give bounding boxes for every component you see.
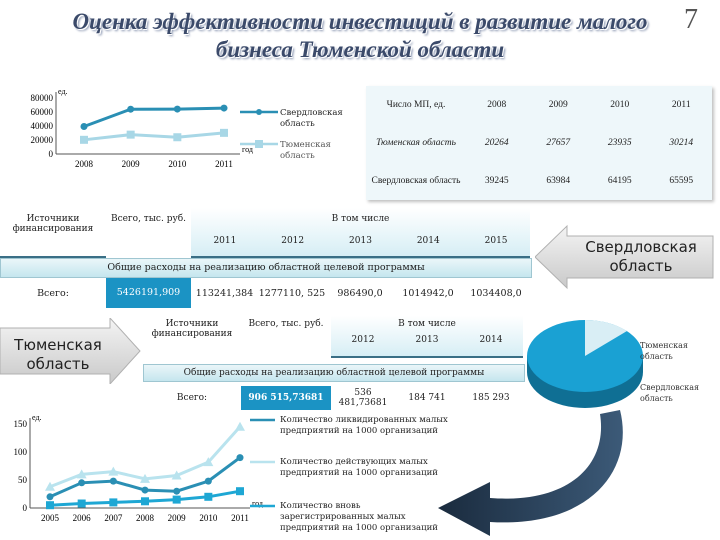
legend-marker-tyumen-dot bbox=[255, 140, 263, 148]
tyum-value: 184 741 bbox=[408, 393, 446, 403]
series-line bbox=[84, 133, 224, 140]
tyum-year: 2014 bbox=[479, 335, 503, 345]
data-point bbox=[142, 487, 149, 494]
x-tick-label: 2005 bbox=[41, 513, 59, 523]
data-point bbox=[235, 422, 245, 431]
mp-header-cell: 2009 bbox=[548, 100, 568, 110]
data-point bbox=[236, 487, 244, 495]
title-line-2: бизнеса Тюменской области bbox=[215, 37, 505, 62]
top-line-chart bbox=[0, 82, 360, 182]
sverdlovsk-arrow-label: Свердловская область bbox=[585, 238, 697, 275]
x-unit-label: год bbox=[252, 499, 263, 508]
sverd-value: 113241,384 bbox=[195, 287, 254, 299]
data-point bbox=[80, 136, 88, 144]
data-point bbox=[173, 133, 181, 141]
data-point bbox=[173, 496, 181, 504]
mp-cell: 65595 bbox=[669, 176, 694, 186]
tyum-total-value: 906 515,73681 bbox=[241, 386, 331, 410]
mp-count-table bbox=[366, 86, 712, 200]
tyum-years bbox=[331, 335, 523, 345]
data-point bbox=[174, 106, 181, 113]
mp-cell: 39245 bbox=[484, 176, 509, 186]
sverd-total-value: 5426191,909 bbox=[106, 278, 191, 308]
sverd-years bbox=[191, 236, 530, 246]
data-point bbox=[127, 106, 134, 113]
data-point bbox=[173, 488, 180, 495]
top-legend-tyumen bbox=[280, 140, 340, 162]
mp-row-tyumen bbox=[366, 124, 712, 162]
sverd-band: Общие расходы на реализацию областной целевой программы bbox=[0, 258, 532, 278]
data-point bbox=[220, 129, 228, 137]
y-tick-label: 0 bbox=[22, 503, 27, 513]
mp-cell: Свердловская область bbox=[371, 176, 461, 186]
tyum-source-label: Источники финансирования bbox=[151, 319, 233, 339]
data-point bbox=[110, 478, 117, 485]
tyum-row-label: Всего: bbox=[176, 393, 208, 403]
y-tick-label: 20000 bbox=[30, 135, 53, 145]
series-line bbox=[84, 108, 224, 126]
mp-cell: 63984 bbox=[546, 176, 571, 186]
x-tick-label: 2007 bbox=[104, 513, 123, 523]
sverd-row-label: Всего: bbox=[37, 287, 69, 299]
sverd-total-label: Всего, тыс. руб. bbox=[110, 214, 187, 224]
legend-tyumen-label: Тюменская область bbox=[280, 140, 331, 161]
sverd-year: 2013 bbox=[349, 236, 372, 246]
tyumen-arrow-label: Тюменская область bbox=[14, 336, 102, 373]
data-point bbox=[141, 497, 149, 505]
sverd-total-header bbox=[106, 208, 191, 256]
sverd-year: 2012 bbox=[281, 236, 305, 246]
mp-row-sverdlovsk bbox=[366, 162, 712, 200]
legend-sverdlovsk-label: Свердловская область bbox=[280, 108, 343, 129]
data-point bbox=[47, 493, 54, 500]
sverd-incl-header bbox=[191, 208, 530, 258]
tyum-total-label: Всего, тыс. руб. bbox=[248, 319, 324, 329]
slide-number: 7 bbox=[684, 4, 698, 35]
y-unit-label: ед. bbox=[32, 413, 42, 422]
tyum-value: 536 481,73681 bbox=[338, 388, 388, 408]
sverd-total-row bbox=[0, 278, 530, 308]
data-point bbox=[78, 479, 85, 486]
mp-header-cell: 2010 bbox=[610, 100, 630, 110]
data-point bbox=[46, 501, 54, 509]
x-tick-label: 2009 bbox=[167, 513, 186, 523]
sverd-incl-label: В том числе bbox=[331, 214, 390, 224]
tyum-year: 2013 bbox=[415, 335, 439, 345]
tyum-value: 185 293 bbox=[472, 393, 510, 403]
mp-header-cell: 2008 bbox=[487, 100, 507, 110]
sverd-year: 2014 bbox=[416, 236, 440, 246]
x-tick-label: 2010 bbox=[168, 159, 187, 169]
bottom-legend-active: Количество действующих малых предприятий на 1000 организаций bbox=[280, 457, 438, 478]
data-point bbox=[109, 498, 117, 506]
legend-marker-sverdlovsk-dot bbox=[256, 109, 262, 115]
mp-cell: 64195 bbox=[607, 176, 632, 186]
tyum-total-header bbox=[241, 316, 331, 356]
mp-cell: 20264 bbox=[484, 138, 509, 148]
sverd-value: 1014942,0 bbox=[402, 287, 454, 299]
x-tick-label: 2006 bbox=[72, 513, 91, 523]
x-tick-label: 2009 bbox=[121, 159, 140, 169]
bottom-legend-new: Количество вновь зарегистрированных малых предприятий на 1000 организаций bbox=[280, 501, 438, 533]
slide-title bbox=[0, 8, 720, 64]
sverd-value: 1034408,0 bbox=[470, 287, 522, 299]
x-tick-label: 2008 bbox=[75, 159, 93, 169]
y-tick-label: 100 bbox=[13, 447, 27, 457]
y-tick-label: 40000 bbox=[30, 121, 53, 131]
title-line-1: Оценка эффективности инвестиций в развитие малого bbox=[72, 9, 648, 34]
x-tick-label: 2010 bbox=[199, 513, 218, 523]
x-unit-label: год bbox=[242, 145, 253, 154]
data-point bbox=[237, 454, 244, 461]
sverd-year: 2015 bbox=[484, 236, 508, 246]
y-tick-label: 0 bbox=[48, 149, 53, 159]
x-tick-label: 2008 bbox=[136, 513, 154, 523]
tyum-year: 2012 bbox=[351, 335, 375, 345]
sverdlovsk-financing-table bbox=[0, 208, 530, 306]
x-tick-label: 2011 bbox=[215, 159, 233, 169]
pie-legend-tyumen: Тюменская область bbox=[640, 341, 688, 361]
bottom-line-chart bbox=[0, 410, 275, 540]
tyum-source-header bbox=[143, 316, 241, 356]
y-unit-label: ед. bbox=[58, 87, 68, 96]
data-point bbox=[127, 131, 135, 139]
mp-header-cell: Число МП, ед. bbox=[386, 100, 446, 110]
mp-cell: 30214 bbox=[669, 138, 694, 148]
mp-cell: 27657 bbox=[546, 138, 571, 148]
tyum-band: Общие расходы на реализацию областной целевой программы bbox=[143, 364, 525, 382]
tyumen-financing-table bbox=[143, 316, 523, 410]
sverd-source-header bbox=[0, 208, 106, 258]
mp-table-header bbox=[366, 86, 712, 124]
bottom-legend-liquidated: Количество ликвидированных малых предприятий на 1000 организаций bbox=[280, 415, 448, 436]
tyum-incl-header bbox=[331, 316, 523, 358]
mp-cell: Тюменская область bbox=[376, 138, 456, 148]
sverd-value: 986490,0 bbox=[337, 287, 383, 299]
sverd-value: 1277110, 525 bbox=[258, 287, 326, 299]
data-point bbox=[78, 500, 86, 508]
top-legend-sverdlovsk bbox=[280, 108, 343, 130]
y-tick-label: 80000 bbox=[30, 93, 53, 103]
pie-legend-sverdlovsk: Свердловская область bbox=[640, 383, 700, 403]
tyum-incl-label: В том числе bbox=[398, 319, 456, 329]
data-point bbox=[205, 478, 212, 485]
x-tick-label: 2011 bbox=[231, 513, 249, 523]
mp-cell: 23935 bbox=[607, 138, 632, 148]
curved-arrow-icon bbox=[420, 400, 650, 540]
sverd-year: 2011 bbox=[213, 236, 237, 246]
data-point bbox=[81, 123, 88, 130]
data-point bbox=[204, 493, 212, 501]
y-tick-label: 150 bbox=[13, 419, 27, 429]
y-tick-label: 50 bbox=[18, 475, 27, 485]
sverd-source-label: Источники финансирования bbox=[12, 214, 94, 234]
data-point bbox=[221, 105, 228, 112]
y-tick-label: 60000 bbox=[30, 107, 53, 117]
mp-header-cell: 2011 bbox=[671, 100, 691, 110]
